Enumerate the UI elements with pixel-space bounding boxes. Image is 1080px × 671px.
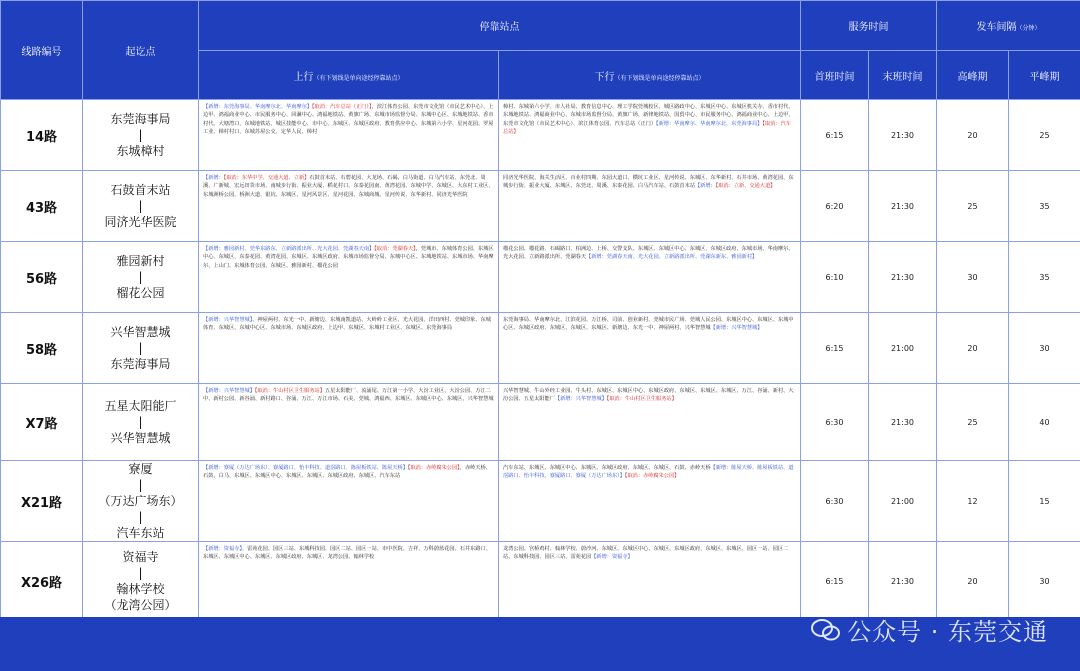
last-bus-time: 21:00 (869, 313, 937, 384)
terminal-a-paren: （万达广场东） (98, 494, 183, 508)
down-stops (499, 384, 801, 461)
up-stops (199, 100, 499, 171)
terminal-a: 雅园新村 (116, 254, 165, 268)
up-new-stops: 【新增：东莞海事局、华南摩尔北、华南摩尔】 (203, 104, 312, 110)
route-terminals: 五星太阳能厂 | 兴华智慧城 (83, 384, 199, 461)
up-cancel-stops: 【取消：赤岭腐朱公园】 (407, 465, 460, 471)
header-interval (937, 1, 1080, 51)
offpeak-interval: 15 (1009, 461, 1080, 542)
up-stop-list: ，赤岭天桥、石鼓、白马、东城区、东城区中心、东城区、东城区、东城区政府、东城区、汽车东站 (203, 465, 491, 480)
terminal-a: 寮厦 (128, 462, 153, 476)
last-bus-time: 21:30 (869, 242, 937, 313)
watermark (811, 612, 1048, 647)
up-cancel-stops: 【取消：汽车总站（正门）】 (311, 104, 372, 110)
route-code: 58路 (1, 313, 83, 384)
terminal-a: 东莞海事局 (110, 112, 171, 126)
route-terminals: 雅园新村 | 榴花公园 (83, 242, 199, 313)
header-up (199, 51, 499, 100)
first-bus-time: 6:15 (801, 100, 869, 171)
first-bus-time: 6:30 (801, 461, 869, 542)
offpeak-interval: 30 (1009, 313, 1080, 384)
down-new-stops: 【新增：华南摩尔、华南摩尔北、东莞海事局】 (656, 120, 763, 127)
up-stop-list: ，滨江体育公园、东莞市文化馆（市民艺术中心）、上边甲、鸿福商业中心、市民服务中心、回澜中心、鸿福地铁站、黄旗广场、东城市场监督分局、东城中心区、东城地铁站、香市村代、大塘湾口、东城地铁站、城区技能中心、市中心、东城区、东城区政府、教育供应中心、东城第六小学、星河花园、罗屋工业、樟村村口、东城苏屋公交、定华人民、樟村 (203, 104, 494, 135)
down-stops (499, 171, 801, 242)
down-stop-list: 榴花公园、榴花路、石碣路口、柏洲边、上桥、交警支队、东城区、东城区中心、东城区、东城区政府、东城市场、华南摩尔、光大花园、立新路派出所、莞湖春天 (503, 246, 794, 261)
terminal-b: 榴花公园 (116, 286, 165, 300)
last-bus-time: 21:30 (869, 171, 937, 242)
route-code: 56路 (1, 242, 83, 313)
up-new-stops: 【新增：兴华智慧城】 (203, 317, 253, 323)
last-bus-time: 21:30 (869, 384, 937, 461)
up-stops (199, 242, 499, 313)
up-stops (199, 171, 499, 242)
table-row (1, 242, 1080, 313)
header-service-time: 服务时间 (801, 1, 937, 51)
down-new-stops: 【新增：兴华智慧城】 (710, 325, 763, 332)
first-bus-time: 6:30 (801, 384, 869, 461)
terminal-b: 同济光华医院 (104, 215, 177, 229)
up-new-stops: 【新增：寮厦（万达广场东）、寮厦路口、怡丰科技、道滘路口、陈屋板铁站、陈屋天桥】 (203, 465, 408, 471)
route-code: X7路 (1, 384, 83, 461)
route-terminals: 兴华智慧城 | 东莞海事局 (83, 313, 199, 384)
down-new-stops: 【新增：资福寺】 (591, 554, 633, 561)
terminal-a: 兴华智慧城 (110, 325, 171, 339)
offpeak-interval: 35 (1009, 242, 1080, 313)
peak-interval: 20 (937, 100, 1009, 171)
header-down-label: 下行 (594, 71, 615, 83)
header-up-label: 上行 (293, 71, 314, 83)
down-stops (499, 313, 801, 384)
route-code: X26路 (1, 542, 83, 621)
down-stops (499, 242, 801, 313)
terminal-a: 资福寺 (122, 550, 159, 564)
down-stop-list: 汽车东站、东城区、东城区中心、东城区、东城区政府、东城区、东城区、石鼓、赤岭天桥 (503, 465, 711, 471)
header-down-note: （有下划线是单向途经停靠站点） (614, 74, 705, 82)
peak-interval: 20 (937, 542, 1009, 621)
header-peak: 高峰期 (937, 51, 1009, 100)
terminal-a: 五星太阳能厂 (104, 399, 177, 413)
up-stop-list: 、神屋两村、东光一中、新塘边、东城南凯道站、大岭岭工业区、光大花园、洋田西村、莞城印象、东城体育、东城区、东城中心区、东城市场、东城区政府、上边甲、东城区、东城村工业区、东城区、东莞海事局 (203, 317, 491, 332)
down-stops (499, 461, 801, 542)
route-code: 14路 (1, 100, 83, 171)
up-cancel-stops: 【取消：莞湖春天】 (374, 246, 416, 252)
header-interval-unit: （分钟） (1016, 25, 1041, 32)
up-stop-list: 五星太阳能厂、流涌尾、万江第一小学、大汾工业区、大汾公园、万江二中、新村公园、新谷涌、新村路口、谷涌、万江、万江市场、石美、莞城、鸿福西、东城区、东城区中心、东城区、兴华智慧城 (203, 388, 494, 403)
header-stops: 停靠站点 (199, 1, 801, 51)
header-offpeak: 平峰期 (1009, 51, 1080, 100)
offpeak-interval: 25 (1009, 100, 1080, 171)
route-terminals: 资福寺 | 翰林学校 （龙湾公园） (83, 542, 199, 621)
down-stop-list: 兴华智慧城、牛山外经工业园、牛头村、东城区、东城区中心、东城区政府、东城区、东城区、东城区、万江、谷涌、新村、大汾公园、五星太阳能厂 (503, 388, 794, 403)
table-row (1, 461, 1080, 542)
first-bus-time: 6:15 (801, 313, 869, 384)
down-new-stops: 【新增：陈屋天桥、陈屋板铁站、道滘路口、怡丰科技、寮厦路口、寮厦（万达广场东）】 (503, 465, 794, 480)
header-down (499, 51, 801, 100)
route-code: 43路 (1, 171, 83, 242)
down-stop-list: 东莞海事局、华南摩尔北、江滨花园、万江桥、司前、创业新村、莞城市民广场、莞城人民公园、东城区中心、东城区、东城中心区、东城区政府、东城区、东城区、东城区、新塘边、东光一中、神屋两村、兴华智慧城 (503, 317, 794, 332)
up-new-stops: 【新增： (203, 175, 224, 181)
watermark-text: 公众号 · 东莞交通 (847, 618, 1048, 646)
route-terminals: 石鼓首末站 | 同济光华医院 (83, 171, 199, 242)
table-row (1, 171, 1080, 242)
peak-interval: 30 (937, 242, 1009, 313)
first-bus-time: 6:10 (801, 242, 869, 313)
up-stops (199, 313, 499, 384)
header-terminals: 起讫点 (83, 1, 199, 100)
header-last-bus: 末班时间 (869, 51, 937, 100)
offpeak-interval: 35 (1009, 171, 1080, 242)
terminal-b: 汽车东站 (116, 526, 165, 540)
down-new-stops: 【新增： (694, 183, 716, 190)
down-stops (499, 542, 801, 621)
last-bus-time: 21:30 (869, 542, 937, 621)
last-bus-time: 21:00 (869, 461, 937, 542)
terminal-b: 东城樟村 (116, 144, 165, 158)
down-stop-list: 樟村、东城第六小学、市人社局、教育信息中心、理工学院莞城校区、城区路政中心、东城区中心、东城区机关办、香市村代、东城地铁站、鸿福商业中心、东城市场监督分局、黄旗广场、新律地铁站、国贸中心、市民服务中心、鸿福商业中心、上边甲、东莞市文化馆（市民艺术中心）、滨江体育公园、汽车总站（正门） (503, 104, 794, 127)
down-cancel-stops: 【取消：牛山村区卫生服务站】 (606, 396, 677, 403)
up-stop-list: 石鼓首末站、石碧花园、大龙场、石碣、白马街道、白马汽车站、东莞北、周溪、广新城、宏远田货市场、南城步行街、振业大厦、稻花村口、东泰花园南、黄湾花园、东城中学、东城区、大东村工业区、东城洲桥公园、桥洲大道、银坑、东城区、星河风景区、星河花园、东城商城、星河传说、东华新村、同济光华医院 (203, 175, 494, 198)
down-stop-list: 龙湾公园、宫桥鸡村、翰林学校、蔚沙河、东城区、东城区中心、东城区、东城区政府、东城区、东城区、园区一站、园区二站、东城科技园、园区三站、雷苑花园 (503, 546, 789, 561)
up-stops (199, 461, 499, 542)
up-stop-list: 、雷苑花园、园区三站、东城科技园、园区二站、园区一站、市中医院、吉祥、万科蔚蓝花园、石井东路口、东城区、东城区中心、东城区、东城区政府、东城区、龙湾公园、翰林学校 (203, 546, 491, 561)
up-new-stops: 【新增：雅园新村、莞华东路东、立新路派出所、光大花园、莞湖春天南】 (203, 246, 375, 252)
down-stop-list: 同济光华医院、海关生活区、百业村四期、东园大道口、横坑工业区、星河传说、东城区、东华新村、石井市场、黄湾花园、东城步行街、振业大厦、东城区、东莞北、周溪、东泰花园、白马汽车站、石鼓首末站 (503, 175, 794, 190)
up-new-stops: 【新增：兴华智慧城】 (203, 388, 255, 394)
up-cancel-stops: 【取消：东华中学、交通大道、立新】 (223, 175, 310, 181)
terminal-b: 翰林学校 (116, 582, 165, 596)
peak-interval: 25 (937, 171, 1009, 242)
header-first-bus: 首班时间 (801, 51, 869, 100)
peak-interval: 12 (937, 461, 1009, 542)
up-stops (199, 384, 499, 461)
last-bus-time: 21:30 (869, 100, 937, 171)
table-row (1, 313, 1080, 384)
offpeak-interval: 40 (1009, 384, 1080, 461)
header-route-no: 线路编号 (1, 1, 83, 100)
up-stop-list: ，莞城市、东城体育公园、东城区中心、东城区、东泰花园、黄湾花园、东城区、东城区政府、东城市场监督分局、东城中心区、东城地铁站、东城市场、华南摩尔、上山门、东城体育公园、东城区、雅园新村、榴花公园 (203, 246, 494, 269)
table-row (1, 100, 1080, 171)
table-row (1, 384, 1080, 461)
table-row (1, 542, 1080, 621)
header-up-note: （有下划线是单向途经停靠站点） (313, 74, 404, 82)
up-new-stops: 【新增：资福寺】 (203, 546, 242, 552)
terminal-b-paren: （龙湾公园） (104, 598, 177, 612)
down-cancel-stops: 【取消：赤岭腐朱公园】 (624, 473, 680, 480)
header-interval-label: 发车间隔 (976, 22, 1017, 33)
up-cancel-stops: 【取消：牛山村区卫生服务站】 (254, 388, 325, 394)
terminal-b: 兴华智慧城 (110, 431, 171, 445)
down-stops (499, 100, 801, 171)
wechat-icon (811, 617, 841, 643)
down-cancel-stops: 【取消：立新、交通大道】 (715, 183, 776, 190)
route-code: X21路 (1, 461, 83, 542)
offpeak-interval: 30 (1009, 542, 1080, 621)
peak-interval: 25 (937, 384, 1009, 461)
route-terminals: 寮厦 | （万达广场东） | 汽车东站 (83, 461, 199, 542)
terminal-b: 东莞海事局 (110, 357, 171, 371)
up-stops (199, 542, 499, 621)
route-terminals: 东莞海事局 | 东城樟村 (83, 100, 199, 171)
first-bus-time: 6:20 (801, 171, 869, 242)
peak-interval: 20 (937, 313, 1009, 384)
down-new-stops: 【新增：兴华智慧城】 (554, 396, 607, 403)
down-new-stops: 【新增：莞湖春天南、光大花园、立新路派出所、莞湖东新东、雅园新村】 (586, 254, 758, 261)
first-bus-time: 6:15 (801, 542, 869, 621)
down-cancel-stops: 【取消：汽车总站】 (503, 120, 791, 135)
terminal-a: 石鼓首末站 (110, 183, 171, 197)
